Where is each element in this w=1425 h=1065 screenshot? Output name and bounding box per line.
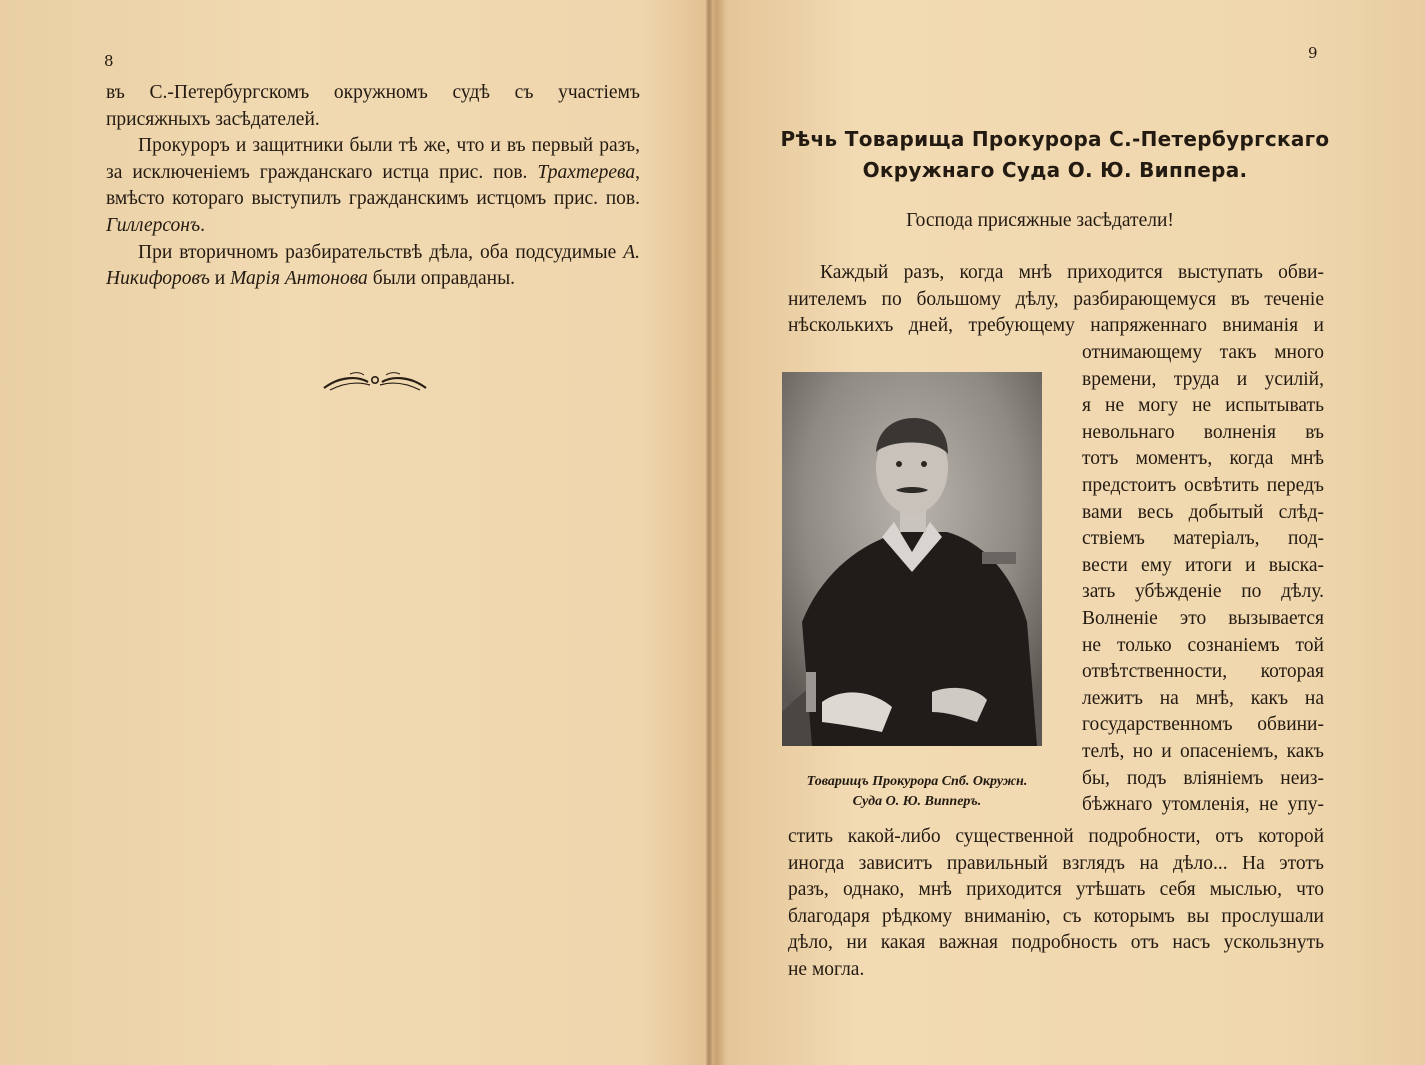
text-run: Прокуроръ и защитники были тѣ же, что и въ первый разъ, за исключеніемъ гражданскаго истца прис. пов. <box>106 135 640 183</box>
portrait-photo <box>782 372 1042 746</box>
paragraph-2 <box>106 133 640 239</box>
text-line: въ С.-Петербургскомъ окружномъ судѣ съ участіемъ <box>106 82 640 103</box>
text-line: не могла. <box>788 958 865 980</box>
text-line: вами весь добытый слѣд- <box>1082 501 1324 523</box>
intro-text <box>788 260 1324 340</box>
italic-name: Трахтерева <box>537 161 636 183</box>
text-line: ствіемъ матеріалъ, под- <box>1082 528 1324 550</box>
speech-title-line-1: Рѣчь Товарища Прокурора С.-Петербургскаго <box>780 127 1330 151</box>
italic-name: Гиллерсонъ <box>106 214 201 236</box>
text-line: Каждый разъ, когда мнѣ приходится выступать обви- <box>820 262 1324 283</box>
text-line: не только сознаніемъ той <box>1082 634 1324 656</box>
portrait-figure-icon <box>782 372 1042 746</box>
text-line: отнимающему такъ много <box>1082 342 1324 363</box>
text-line: времени, труда и усилій, <box>1082 368 1324 390</box>
text-line: разъ, однако, мнѣ приходится утѣшать себя мыслью, что <box>788 879 1324 901</box>
text-line: бы, подъ вліяніемъ неиз- <box>1082 767 1324 789</box>
text-run: . <box>200 214 205 236</box>
text-run: и <box>209 268 231 290</box>
text-line: стить какой-либо существенной подробности, отъ которой <box>788 826 1324 847</box>
page-number-left: 8 <box>104 52 114 70</box>
speech-title-line-2: Окружнаго Суда О. Ю. Виппера. <box>862 158 1248 182</box>
portrait-caption <box>772 772 1062 812</box>
text-line: благодаря рѣдкому вниманію, съ которымъ вы прослушали <box>788 905 1324 927</box>
text-line: дѣло, ни какая важная подробность отъ насъ ускользнуть <box>788 932 1324 954</box>
text-line: предстоитъ освѣтить передъ <box>1082 474 1324 496</box>
text-run: , вмѣсто котораго выступилъ гражданскимъ истцомъ прис. пов. <box>106 161 640 210</box>
text-run: были оправданы. <box>367 268 516 290</box>
text-run: При вторичномъ разбирательствѣ дѣла, оба подсудимые <box>138 241 624 263</box>
text-line: иногда зависитъ правильный взглядъ на дѣло... На этотъ <box>788 852 1324 874</box>
ornament-divider-icon <box>320 368 430 396</box>
text-line: телѣ, но и опасеніемъ, какъ <box>1082 740 1324 762</box>
text-line: Волненіе это вызывается <box>1082 607 1324 629</box>
text-line: тотъ моментъ, когда мнѣ <box>1082 448 1324 470</box>
left-page-text <box>106 80 640 293</box>
text-line: невольнаго волненія въ <box>1082 421 1324 443</box>
text-line: отвѣтственности, которая <box>1082 661 1324 683</box>
italic-name: А. Никифоровъ <box>106 241 640 290</box>
closing-text <box>788 824 1324 984</box>
text-line: бѣжнаго утомленія, не упу- <box>1082 794 1324 816</box>
paragraph-1 <box>106 80 640 133</box>
wrapped-text-column <box>1082 340 1324 819</box>
text-line: вести ему итоги и выска- <box>1082 554 1324 576</box>
text-line: государственномъ обвини- <box>1082 714 1324 736</box>
book-gutter <box>706 0 712 1065</box>
text-line: лежитъ на мнѣ, какъ на <box>1082 687 1324 709</box>
speech-title <box>760 124 1350 186</box>
text-line: присяжныхъ засѣдателей. <box>106 108 320 130</box>
speech-address: Господа присяжные засѣдатели! <box>906 210 1174 231</box>
caption-line-1: Товарищъ Прокурора Спб. Окружн. <box>806 774 1028 789</box>
text-line: нителемъ по большому дѣлу, разбирающемуся въ теченіе <box>788 288 1324 310</box>
page-number-right: 9 <box>1308 44 1318 62</box>
caption-line-2: Суда О. Ю. Випперъ. <box>852 794 982 809</box>
text-line: зать убѣжденіе по дѣлу. <box>1082 581 1324 603</box>
text-line: я не могу не испытывать <box>1082 395 1324 417</box>
text-line: нѣсколькихъ дней, требующему напряженнаго вниманія и <box>788 315 1324 337</box>
italic-name: Марія Антонова <box>230 268 368 290</box>
paragraph-3 <box>106 240 640 293</box>
